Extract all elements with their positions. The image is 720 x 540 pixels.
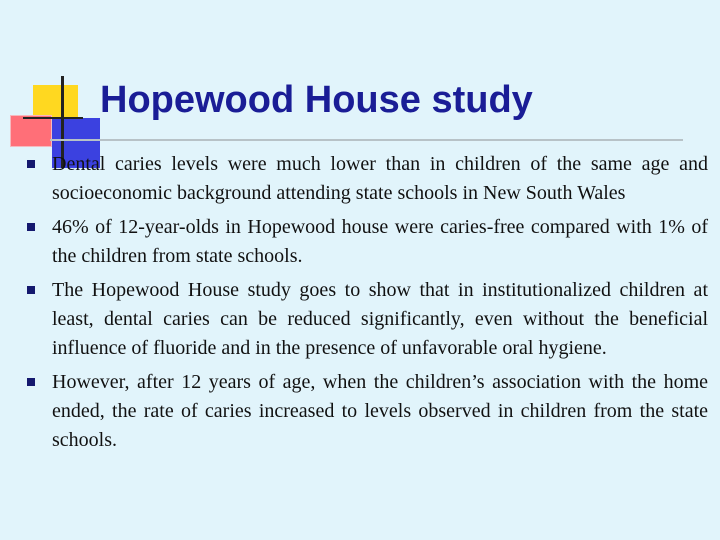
square-bullet-icon: [27, 378, 35, 386]
red-square-decoration: [10, 115, 52, 147]
bullet-text: 46% of 12-year-olds in Hopewood house were caries-free compared with 1% of the children from state schools.: [52, 216, 708, 267]
title-divider: [50, 139, 683, 141]
horizontal-line-decoration: [23, 117, 83, 119]
bullet-item: [24, 150, 708, 208]
bullet-text: Dental caries levels were much lower than in children of the same age and socioeconomic background attending state schools in New South Wales: [52, 153, 708, 204]
square-bullet-icon: [27, 286, 35, 294]
bullet-text: The Hopewood House study goes to show that in institutionalized children at least, dental caries can be reduced significantly, even without the beneficial influence of fluoride and in the presence of unfavorable oral hygiene.: [52, 279, 708, 359]
bullet-item: [24, 276, 708, 363]
square-bullet-icon: [27, 223, 35, 231]
bullet-list: [24, 150, 708, 460]
bullet-text: However, after 12 years of age, when the children’s association with the home ended, the rate of caries increased to levels observed in children from the state schools.: [52, 371, 708, 451]
bullet-item: [24, 368, 708, 455]
slide-title: Hopewood House study: [100, 79, 533, 121]
bullet-item: [24, 213, 708, 271]
square-bullet-icon: [27, 160, 35, 168]
